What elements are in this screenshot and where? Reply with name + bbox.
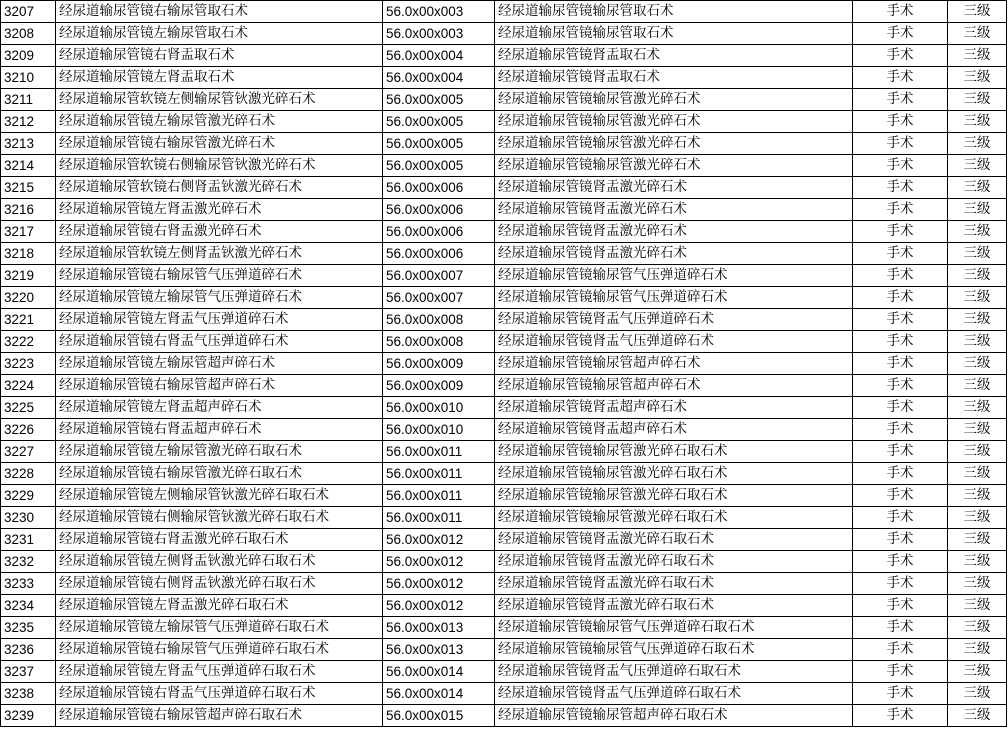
surgery-level-cell: 三级: [948, 265, 1007, 287]
record-type-cell: 手术: [853, 221, 948, 243]
operation-name-cell: 经尿道输尿管镜左肾盂超声碎石术: [56, 397, 383, 419]
operation-name-cell: 经尿道输尿管镜左肾盂激光碎石取石术: [56, 595, 383, 617]
operation-category-cell: 经尿道输尿管镜输尿管气压弹道碎石术: [495, 265, 853, 287]
operation-code-cell: 56.0x00x011: [383, 485, 495, 507]
row-number-cell: 3220: [1, 287, 56, 309]
surgery-level-cell: 三级: [948, 133, 1007, 155]
record-type-cell: 手术: [853, 419, 948, 441]
operation-category-cell: 经尿道输尿管镜输尿管激光碎石术: [495, 133, 853, 155]
record-type-cell: 手术: [853, 199, 948, 221]
operation-name-cell: 经尿道输尿管镜左输尿管气压弹道碎石术: [56, 287, 383, 309]
operation-code-cell: 56.0x00x005: [383, 133, 495, 155]
record-type-cell: 手术: [853, 89, 948, 111]
record-type-cell: 手术: [853, 397, 948, 419]
operation-category-cell: 经尿道输尿管镜输尿管取石术: [495, 1, 853, 23]
surgery-level-cell: 三级: [948, 573, 1007, 595]
surgery-level-cell: 三级: [948, 617, 1007, 639]
operation-code-cell: 56.0x00x007: [383, 265, 495, 287]
table-row: [1, 551, 1007, 573]
operation-name-cell: 经尿道输尿管镜左肾盂取石术: [56, 67, 383, 89]
table-row: [1, 309, 1007, 331]
record-type-cell: 手术: [853, 441, 948, 463]
table-row: [1, 639, 1007, 661]
row-number-cell: 3218: [1, 243, 56, 265]
surgery-level-cell: 三级: [948, 375, 1007, 397]
row-number-cell: 3212: [1, 111, 56, 133]
operation-name-cell: 经尿道输尿管镜右输尿管取石术: [56, 1, 383, 23]
operation-name-cell: 经尿道输尿管镜右输尿管超声碎石取石术: [56, 705, 383, 727]
row-number-cell: 3207: [1, 1, 56, 23]
operation-category-cell: 经尿道输尿管镜输尿管超声碎石术: [495, 353, 853, 375]
record-type-cell: 手术: [853, 155, 948, 177]
operation-category-cell: 经尿道输尿管镜肾盂激光碎石术: [495, 243, 853, 265]
table-row: [1, 441, 1007, 463]
row-number-cell: 3235: [1, 617, 56, 639]
operation-name-cell: 经尿道输尿管镜右输尿管气压弹道碎石取石术: [56, 639, 383, 661]
operation-category-cell: 经尿道输尿管镜肾盂气压弹道碎石术: [495, 309, 853, 331]
record-type-cell: 手术: [853, 595, 948, 617]
record-type-cell: 手术: [853, 375, 948, 397]
row-number-cell: 3237: [1, 661, 56, 683]
row-number-cell: 3238: [1, 683, 56, 705]
surgery-level-cell: 三级: [948, 507, 1007, 529]
operation-name-cell: 经尿道输尿管镜右肾盂超声碎石术: [56, 419, 383, 441]
operation-category-cell: 经尿道输尿管镜肾盂激光碎石术: [495, 221, 853, 243]
surgery-level-cell: 三级: [948, 419, 1007, 441]
surgery-level-cell: 三级: [948, 397, 1007, 419]
row-number-cell: 3221: [1, 309, 56, 331]
record-type-cell: 手术: [853, 67, 948, 89]
operation-code-cell: 56.0x00x004: [383, 45, 495, 67]
operation-category-cell: 经尿道输尿管镜输尿管气压弹道碎石术: [495, 287, 853, 309]
record-type-cell: 手术: [853, 331, 948, 353]
surgery-level-cell: 三级: [948, 67, 1007, 89]
operation-code-cell: 56.0x00x008: [383, 331, 495, 353]
operation-code-cell: 56.0x00x007: [383, 287, 495, 309]
surgery-level-cell: 三级: [948, 199, 1007, 221]
operation-category-cell: 经尿道输尿管镜输尿管激光碎石取石术: [495, 507, 853, 529]
surgery-level-cell: 三级: [948, 529, 1007, 551]
operation-category-cell: 经尿道输尿管镜输尿管激光碎石取石术: [495, 485, 853, 507]
row-number-cell: 3222: [1, 331, 56, 353]
row-number-cell: 3230: [1, 507, 56, 529]
record-type-cell: 手术: [853, 617, 948, 639]
record-type-cell: 手术: [853, 551, 948, 573]
row-number-cell: 3225: [1, 397, 56, 419]
operation-code-cell: 56.0x00x010: [383, 419, 495, 441]
table-row: [1, 111, 1007, 133]
row-number-cell: 3223: [1, 353, 56, 375]
record-type-cell: 手术: [853, 309, 948, 331]
operation-code-cell: 56.0x00x009: [383, 353, 495, 375]
surgery-level-cell: 三级: [948, 353, 1007, 375]
table-row: [1, 507, 1007, 529]
row-number-cell: 3210: [1, 67, 56, 89]
operation-category-cell: 经尿道输尿管镜肾盂气压弹道碎石取石术: [495, 683, 853, 705]
surgery-level-cell: 三级: [948, 441, 1007, 463]
surgery-level-cell: 三级: [948, 661, 1007, 683]
operation-name-cell: 经尿道输尿管软镜右侧肾盂钬激光碎石术: [56, 177, 383, 199]
record-type-cell: 手术: [853, 265, 948, 287]
record-type-cell: 手术: [853, 683, 948, 705]
table-row: [1, 617, 1007, 639]
table-row: [1, 573, 1007, 595]
operation-code-cell: 56.0x00x012: [383, 595, 495, 617]
row-number-cell: 3226: [1, 419, 56, 441]
row-number-cell: 3216: [1, 199, 56, 221]
operation-code-cell: 56.0x00x009: [383, 375, 495, 397]
table-row: [1, 89, 1007, 111]
surgery-level-cell: 三级: [948, 45, 1007, 67]
row-number-cell: 3227: [1, 441, 56, 463]
operation-code-cell: 56.0x00x014: [383, 661, 495, 683]
operation-name-cell: 经尿道输尿管镜右肾盂气压弹道碎石取石术: [56, 683, 383, 705]
operation-name-cell: 经尿道输尿管软镜右侧输尿管钬激光碎石术: [56, 155, 383, 177]
operation-code-cell: 56.0x00x010: [383, 397, 495, 419]
table-row: [1, 353, 1007, 375]
table-row: [1, 221, 1007, 243]
table-row: [1, 199, 1007, 221]
operation-category-cell: 经尿道输尿管镜输尿管激光碎石取石术: [495, 441, 853, 463]
row-number-cell: 3229: [1, 485, 56, 507]
table-row: [1, 397, 1007, 419]
row-number-cell: 3236: [1, 639, 56, 661]
operation-code-cell: 56.0x00x013: [383, 617, 495, 639]
table-row: [1, 661, 1007, 683]
operation-code-cell: 56.0x00x012: [383, 529, 495, 551]
row-number-cell: 3239: [1, 705, 56, 727]
operation-category-cell: 经尿道输尿管镜肾盂取石术: [495, 45, 853, 67]
table-row: [1, 155, 1007, 177]
operation-name-cell: 经尿道输尿管镜右肾盂取石术: [56, 45, 383, 67]
row-number-cell: 3228: [1, 463, 56, 485]
operation-name-cell: 经尿道输尿管镜左输尿管激光碎石取石术: [56, 441, 383, 463]
operation-code-cell: 56.0x00x003: [383, 23, 495, 45]
surgery-level-cell: 三级: [948, 309, 1007, 331]
operation-code-cell: 56.0x00x004: [383, 67, 495, 89]
operation-code-cell: 56.0x00x005: [383, 111, 495, 133]
record-type-cell: 手术: [853, 1, 948, 23]
record-type-cell: 手术: [853, 45, 948, 67]
operation-code-cell: 56.0x00x006: [383, 221, 495, 243]
record-type-cell: 手术: [853, 661, 948, 683]
operation-name-cell: 经尿道输尿管镜左侧输尿管钬激光碎石取石术: [56, 485, 383, 507]
operation-code-cell: 56.0x00x011: [383, 463, 495, 485]
operation-name-cell: 经尿道输尿管镜右侧肾盂钬激光碎石取石术: [56, 573, 383, 595]
operation-name-cell: 经尿道输尿管镜右肾盂激光碎石取石术: [56, 529, 383, 551]
operation-category-cell: 经尿道输尿管镜输尿管超声碎石术: [495, 375, 853, 397]
operation-category-cell: 经尿道输尿管镜肾盂激光碎石术: [495, 199, 853, 221]
surgery-level-cell: 三级: [948, 177, 1007, 199]
operation-category-cell: 经尿道输尿管镜肾盂超声碎石术: [495, 419, 853, 441]
table-row: [1, 23, 1007, 45]
table-row: [1, 177, 1007, 199]
operation-category-cell: 经尿道输尿管镜肾盂激光碎石取石术: [495, 529, 853, 551]
surgery-level-cell: 三级: [948, 23, 1007, 45]
operation-category-cell: 经尿道输尿管镜输尿管取石术: [495, 23, 853, 45]
operation-name-cell: 经尿道输尿管镜右侧输尿管钬激光碎石取石术: [56, 507, 383, 529]
record-type-cell: 手术: [853, 463, 948, 485]
operation-category-cell: 经尿道输尿管镜输尿管激光碎石术: [495, 89, 853, 111]
record-type-cell: 手术: [853, 111, 948, 133]
operation-code-cell: 56.0x00x006: [383, 199, 495, 221]
record-type-cell: 手术: [853, 353, 948, 375]
record-type-cell: 手术: [853, 23, 948, 45]
table-body: [1, 1, 1007, 727]
operation-category-cell: 经尿道输尿管镜肾盂取石术: [495, 67, 853, 89]
record-type-cell: 手术: [853, 529, 948, 551]
record-type-cell: 手术: [853, 177, 948, 199]
surgery-level-cell: 三级: [948, 683, 1007, 705]
operation-category-cell: 经尿道输尿管镜输尿管激光碎石取石术: [495, 463, 853, 485]
operation-name-cell: 经尿道输尿管镜左输尿管激光碎石术: [56, 111, 383, 133]
operation-code-cell: 56.0x00x014: [383, 683, 495, 705]
operation-code-cell: 56.0x00x011: [383, 507, 495, 529]
operation-code-cell: 56.0x00x006: [383, 177, 495, 199]
row-number-cell: 3219: [1, 265, 56, 287]
record-type-cell: 手术: [853, 485, 948, 507]
record-type-cell: 手术: [853, 243, 948, 265]
operation-name-cell: 经尿道输尿管镜左输尿管超声碎石术: [56, 353, 383, 375]
record-type-cell: 手术: [853, 573, 948, 595]
row-number-cell: 3215: [1, 177, 56, 199]
row-number-cell: 3217: [1, 221, 56, 243]
surgery-level-cell: 三级: [948, 155, 1007, 177]
surgery-level-cell: 三级: [948, 485, 1007, 507]
surgery-level-cell: 三级: [948, 221, 1007, 243]
surgery-level-cell: 三级: [948, 551, 1007, 573]
surgery-level-cell: 三级: [948, 111, 1007, 133]
operation-category-cell: 经尿道输尿管镜输尿管激光碎石术: [495, 155, 853, 177]
surgery-level-cell: 三级: [948, 595, 1007, 617]
record-type-cell: 手术: [853, 133, 948, 155]
table-row: [1, 705, 1007, 727]
row-number-cell: 3224: [1, 375, 56, 397]
table-row: [1, 133, 1007, 155]
operation-name-cell: 经尿道输尿管镜右输尿管超声碎石术: [56, 375, 383, 397]
row-number-cell: 3232: [1, 551, 56, 573]
row-number-cell: 3214: [1, 155, 56, 177]
operation-category-cell: 经尿道输尿管镜肾盂激光碎石取石术: [495, 595, 853, 617]
surgery-level-cell: 三级: [948, 1, 1007, 23]
operation-name-cell: 经尿道输尿管镜右输尿管激光碎石取石术: [56, 463, 383, 485]
table-row: [1, 529, 1007, 551]
row-number-cell: 3209: [1, 45, 56, 67]
table-row: [1, 45, 1007, 67]
operation-code-cell: 56.0x00x005: [383, 89, 495, 111]
surgery-level-cell: 三级: [948, 639, 1007, 661]
operation-category-cell: 经尿道输尿管镜输尿管气压弹道碎石取石术: [495, 639, 853, 661]
operation-category-cell: 经尿道输尿管镜肾盂激光碎石取石术: [495, 551, 853, 573]
table-row: [1, 243, 1007, 265]
surgery-level-cell: 三级: [948, 463, 1007, 485]
operation-category-cell: 经尿道输尿管镜肾盂超声碎石术: [495, 397, 853, 419]
operation-code-cell: 56.0x00x006: [383, 243, 495, 265]
table-row: [1, 375, 1007, 397]
operation-name-cell: 经尿道输尿管镜右肾盂激光碎石术: [56, 221, 383, 243]
operation-category-cell: 经尿道输尿管镜肾盂气压弹道碎石取石术: [495, 661, 853, 683]
table-row: [1, 331, 1007, 353]
operation-name-cell: 经尿道输尿管镜左输尿管气压弹道碎石取石术: [56, 617, 383, 639]
row-number-cell: 3233: [1, 573, 56, 595]
operation-name-cell: 经尿道输尿管镜左肾盂气压弹道碎石取石术: [56, 661, 383, 683]
operation-code-cell: 56.0x00x003: [383, 1, 495, 23]
surgery-level-cell: 三级: [948, 243, 1007, 265]
row-number-cell: 3234: [1, 595, 56, 617]
record-type-cell: 手术: [853, 507, 948, 529]
table-row: [1, 287, 1007, 309]
operation-code-cell: 56.0x00x015: [383, 705, 495, 727]
record-type-cell: 手术: [853, 705, 948, 727]
operation-code-cell: 56.0x00x012: [383, 573, 495, 595]
table-row: [1, 683, 1007, 705]
operation-code-cell: 56.0x00x011: [383, 441, 495, 463]
operation-name-cell: 经尿道输尿管镜右输尿管气压弹道碎石术: [56, 265, 383, 287]
record-type-cell: 手术: [853, 639, 948, 661]
record-type-cell: 手术: [853, 287, 948, 309]
operation-category-cell: 经尿道输尿管镜肾盂激光碎石术: [495, 177, 853, 199]
operation-name-cell: 经尿道输尿管镜左肾盂激光碎石术: [56, 199, 383, 221]
table-row: [1, 67, 1007, 89]
operation-category-cell: 经尿道输尿管镜输尿管激光碎石术: [495, 111, 853, 133]
operation-name-cell: 经尿道输尿管镜左侧肾盂钬激光碎石取石术: [56, 551, 383, 573]
operation-name-cell: 经尿道输尿管软镜左侧肾盂钬激光碎石术: [56, 243, 383, 265]
surgery-level-cell: 三级: [948, 287, 1007, 309]
operation-code-cell: 56.0x00x005: [383, 155, 495, 177]
table-row: [1, 463, 1007, 485]
row-number-cell: 3213: [1, 133, 56, 155]
operation-code-cell: 56.0x00x013: [383, 639, 495, 661]
operation-name-cell: 经尿道输尿管镜左输尿管取石术: [56, 23, 383, 45]
operation-name-cell: 经尿道输尿管镜左肾盂气压弹道碎石术: [56, 309, 383, 331]
row-number-cell: 3208: [1, 23, 56, 45]
operation-code-cell: 56.0x00x008: [383, 309, 495, 331]
operation-name-cell: 经尿道输尿管镜右肾盂气压弹道碎石术: [56, 331, 383, 353]
operation-category-cell: 经尿道输尿管镜肾盂激光碎石取石术: [495, 573, 853, 595]
surgery-level-cell: 三级: [948, 331, 1007, 353]
operation-name-cell: 经尿道输尿管镜右输尿管激光碎石术: [56, 133, 383, 155]
table-row: [1, 485, 1007, 507]
operation-name-cell: 经尿道输尿管软镜左侧输尿管钬激光碎石术: [56, 89, 383, 111]
surgery-level-cell: 三级: [948, 705, 1007, 727]
table-row: [1, 419, 1007, 441]
surgery-level-cell: 三级: [948, 89, 1007, 111]
table-row: [1, 1, 1007, 23]
operation-category-cell: 经尿道输尿管镜输尿管气压弹道碎石取石术: [495, 617, 853, 639]
row-number-cell: 3231: [1, 529, 56, 551]
operation-category-cell: 经尿道输尿管镜肾盂气压弹道碎石术: [495, 331, 853, 353]
table-row: [1, 265, 1007, 287]
operation-code-cell: 56.0x00x012: [383, 551, 495, 573]
table-row: [1, 595, 1007, 617]
row-number-cell: 3211: [1, 89, 56, 111]
operation-category-cell: 经尿道输尿管镜输尿管超声碎石取石术: [495, 705, 853, 727]
